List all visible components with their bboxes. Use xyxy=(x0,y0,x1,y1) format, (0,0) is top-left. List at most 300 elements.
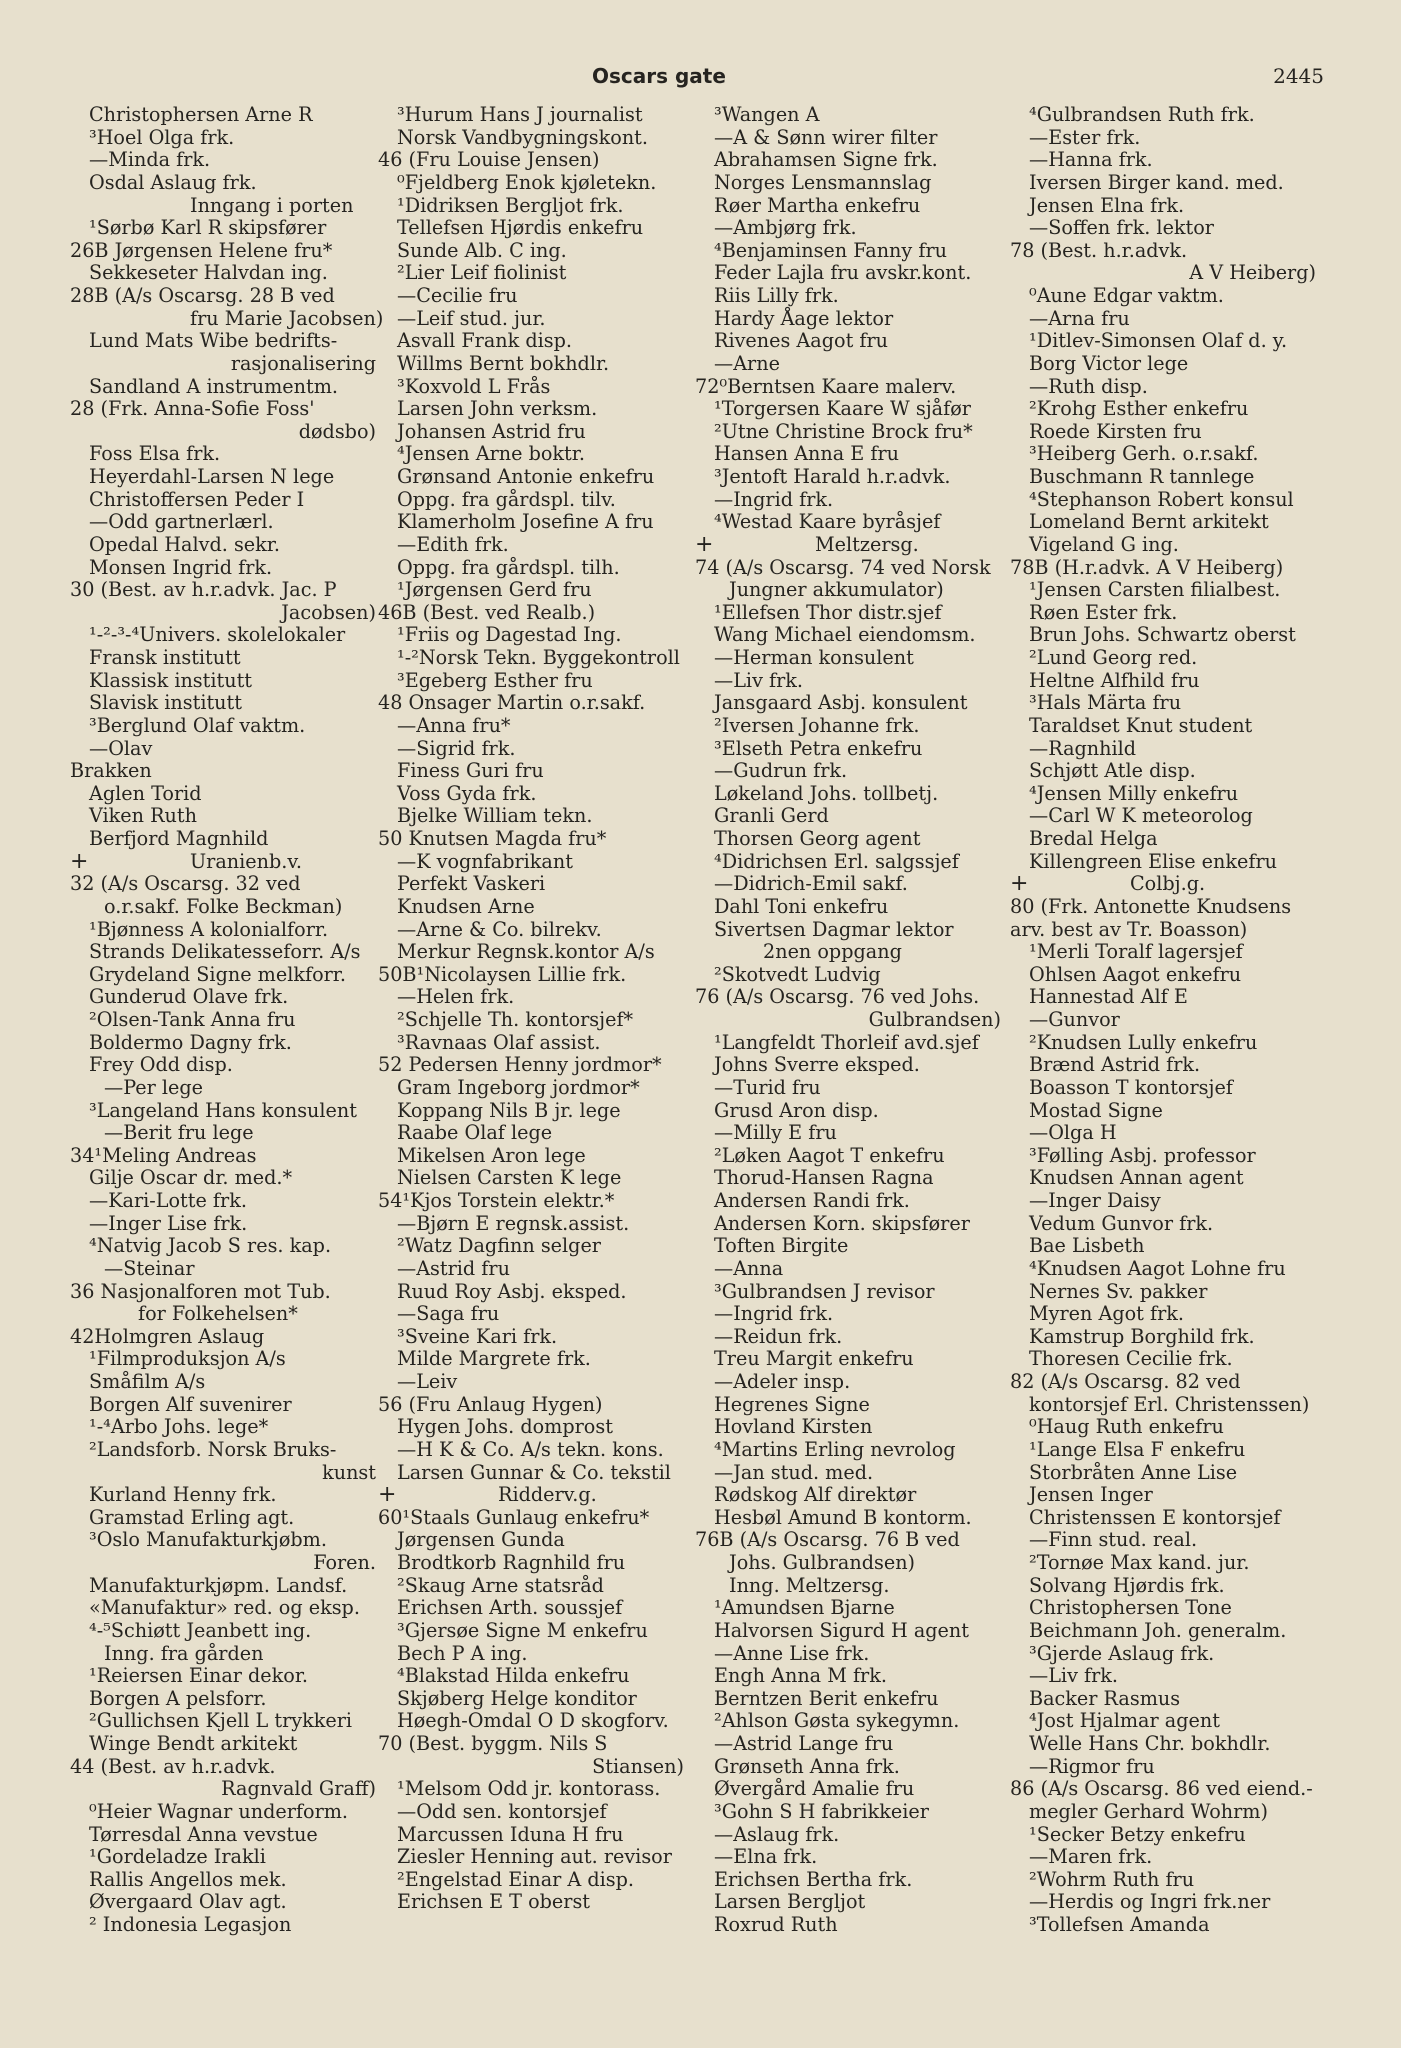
directory-entry xyxy=(695,1914,1005,1937)
entry-text: Bjelke William tekn. xyxy=(397,804,593,828)
entry-text: ¹Ellefsen Thor distr.sjef xyxy=(714,600,942,624)
entry-text: Asvall Frank disp. xyxy=(397,329,573,353)
entry-text: Gramstad Erling agt. xyxy=(89,1505,295,1529)
directory-entry xyxy=(695,1077,1005,1100)
directory-entry xyxy=(378,1416,688,1439)
entry-text: 52 Pedersen Henny jordmor* xyxy=(378,1053,662,1077)
entry-text: —Reidun frk. xyxy=(714,1324,843,1348)
entry-text: Kamstrup Borghild frk. xyxy=(1029,1324,1255,1348)
directory-entry xyxy=(695,1710,1005,1733)
entry-text: Norsk Vandbygningskont. xyxy=(397,125,648,149)
directory-entry xyxy=(378,851,688,874)
entry-text: Christenssen E kontorsjef xyxy=(1029,1505,1281,1529)
directory-entry xyxy=(695,1620,1005,1643)
directory-entry xyxy=(70,104,380,127)
directory-entry xyxy=(70,1597,380,1620)
directory-entry xyxy=(1010,738,1320,761)
entry-text: Larsen Bergljot xyxy=(714,1890,866,1914)
entry-text: ¹-²Norsk Tekn. Byggekontroll xyxy=(397,646,680,669)
entry-text: ⁴Westad Kaare byråsjef xyxy=(714,510,941,534)
entry-text: Fransk institutt xyxy=(89,646,241,669)
entry-text: ¹Ditlev-Simonsen Olaf d. y. xyxy=(1029,329,1288,353)
directory-entry xyxy=(695,172,1005,195)
directory-entry xyxy=(378,873,688,896)
directory-entry xyxy=(70,579,380,602)
entry-text: ⁴Gulbrandsen Ruth frk. xyxy=(1029,103,1255,126)
entry-text: fru Marie Jacobsen) xyxy=(190,306,384,330)
entry-text: Koppang Nils B jr. lege xyxy=(397,1098,621,1122)
entry-text: —Berit fru lege xyxy=(104,1121,254,1145)
directory-entry xyxy=(70,285,380,308)
directory-entry xyxy=(1010,1371,1320,1394)
entry-text: Gram Ingeborg jordmor* xyxy=(397,1075,640,1099)
directory-entry xyxy=(70,1529,380,1552)
directory-entry xyxy=(695,557,1005,580)
directory-entry xyxy=(695,1348,1005,1371)
entry-text: Hegrenes Signe xyxy=(714,1392,870,1416)
directory-entry xyxy=(378,715,688,738)
directory-entry xyxy=(70,1665,380,1688)
directory-entry xyxy=(70,1054,380,1077)
directory-entry xyxy=(1010,443,1320,466)
directory-entry xyxy=(1010,919,1320,942)
entry-text: ²Schjelle Th. kontorsjef* xyxy=(397,1008,634,1031)
directory-entry xyxy=(70,1326,380,1349)
directory-entry xyxy=(70,1077,380,1100)
entry-text: Inng. fra gården xyxy=(104,1641,264,1665)
directory-entry xyxy=(378,760,688,783)
directory-entry xyxy=(1010,1801,1320,1824)
entry-text: —H K & Co. A/s tekn. kons. xyxy=(397,1437,664,1461)
directory-entry xyxy=(70,217,380,240)
entry-text: 86 (A/s Oscarsg. 86 ved eiend.- xyxy=(1010,1777,1313,1801)
directory-entry xyxy=(1010,1484,1320,1507)
entry-text: —Leif stud. jur. xyxy=(397,306,546,330)
directory-entry xyxy=(1010,760,1320,783)
entry-text: ²Iversen Johanne frk. xyxy=(714,713,920,737)
directory-entry xyxy=(378,1529,688,1552)
directory-entry xyxy=(1010,1756,1320,1779)
directory-entry xyxy=(1010,828,1320,851)
entry-text: Mikelsen Aron lege xyxy=(397,1143,586,1167)
entry-text: 28 (Frk. Anna-Sofie Foss' xyxy=(70,397,315,421)
directory-entry xyxy=(70,557,380,580)
directory-entry xyxy=(70,1009,380,1032)
directory-entry xyxy=(695,1439,1005,1462)
entry-text: Ohlsen Aagot enkefru xyxy=(1029,962,1242,986)
directory-entry xyxy=(378,376,688,399)
directory-entry xyxy=(378,624,688,647)
entry-text: Klamerholm Josefine A fru xyxy=(397,510,654,534)
directory-entry xyxy=(1010,557,1320,580)
directory-entry xyxy=(378,1100,688,1123)
entry-text: Voss Gyda frk. xyxy=(397,781,537,805)
directory-entry xyxy=(1010,285,1320,308)
directory-entry xyxy=(695,715,1005,738)
entry-text: 32 (A/s Oscarsg. 32 ved xyxy=(70,872,301,896)
directory-entry xyxy=(70,534,380,557)
directory-entry xyxy=(1010,1258,1320,1281)
entry-text: —Gunvor xyxy=(1029,1008,1120,1031)
entry-text: Hansen Anna E fru xyxy=(714,442,900,466)
directory-entry xyxy=(378,1258,688,1281)
directory-entry xyxy=(378,1597,688,1620)
directory-entry xyxy=(70,1756,380,1779)
cross-marker-icon: + xyxy=(695,531,714,557)
directory-entry xyxy=(695,1054,1005,1077)
entry-text: Ragnvald Graff) xyxy=(221,1777,376,1801)
directory-entry xyxy=(378,1778,688,1801)
directory-entry xyxy=(1010,783,1320,806)
directory-entry xyxy=(378,1710,688,1733)
directory-entry xyxy=(378,1575,688,1598)
entry-text: Klassisk institutt xyxy=(89,668,252,692)
entry-text: Grydeland Signe melkforr. xyxy=(89,962,346,986)
directory-entry xyxy=(378,670,688,693)
entry-text: Meltzersg. xyxy=(815,532,919,556)
entry-text: —Saga fru xyxy=(397,1302,500,1326)
directory-entry xyxy=(695,285,1005,308)
directory-entry xyxy=(378,1891,688,1914)
entry-text: ³Hals Märta fru xyxy=(1029,691,1182,715)
directory-entry xyxy=(1010,1213,1320,1236)
entry-text: —Soffen frk. lektor xyxy=(1029,216,1214,240)
entry-text: ³Oslo Manufakturkjøbm. xyxy=(89,1528,327,1552)
entry-text: Jensen Inger xyxy=(1029,1483,1153,1507)
entry-text: Mostad Signe xyxy=(1029,1098,1163,1122)
directory-entry xyxy=(70,489,380,512)
directory-entry xyxy=(695,1145,1005,1168)
directory-entry xyxy=(695,1462,1005,1485)
entry-text: Ziesler Henning aut. revisor xyxy=(397,1845,672,1869)
directory-entry xyxy=(378,1054,688,1077)
entry-text: Thorud-Hansen Ragna xyxy=(714,1166,934,1190)
directory-entry xyxy=(70,647,380,670)
entry-text: 54¹Kjos Torstein elektr.* xyxy=(378,1189,615,1212)
directory-entry xyxy=(378,986,688,1009)
directory-entry xyxy=(695,1733,1005,1756)
entry-text: —Ambjørg frk. xyxy=(714,216,857,240)
entry-text: Berfjord Magnhild xyxy=(89,827,269,850)
directory-entry xyxy=(378,805,688,828)
directory-entry xyxy=(1010,262,1320,285)
entry-text: —Ingrid frk. xyxy=(714,1302,834,1326)
directory-entry xyxy=(695,1394,1005,1417)
directory-entry xyxy=(70,1100,380,1123)
directory-entry xyxy=(1010,1507,1320,1530)
directory-entry xyxy=(378,285,688,308)
directory-entry xyxy=(695,195,1005,218)
directory-entry xyxy=(70,1801,380,1824)
entry-text: ⁰Aune Edgar vaktm. xyxy=(1029,284,1224,307)
directory-entry xyxy=(70,306,384,331)
entry-text: 36 Nasjonalforen mot Tub. xyxy=(70,1279,331,1303)
entry-text: Andersen Korn. skipsfører xyxy=(714,1211,970,1235)
entry-text: 34¹Meling Andreas xyxy=(70,1143,257,1167)
entry-text: ¹Melsom Odd jr. kontorass. xyxy=(397,1777,661,1801)
directory-entry xyxy=(1010,1326,1320,1349)
directory-entry xyxy=(378,1077,688,1100)
directory-entry xyxy=(1010,489,1320,512)
column-1 xyxy=(70,103,384,1937)
directory-entry xyxy=(1010,896,1320,919)
directory-entry xyxy=(70,964,380,987)
directory-entry xyxy=(1010,1439,1320,1462)
entry-text: 42Holmgren Aslaug xyxy=(70,1324,265,1348)
entry-text: 2nen oppgang xyxy=(763,940,902,964)
directory-entry xyxy=(1010,1914,1320,1937)
cross-marker-icon: + xyxy=(378,1482,397,1508)
entry-text: Beichmann Joh. generalm. xyxy=(1029,1618,1287,1642)
directory-entry xyxy=(695,1235,1005,1258)
entry-text: ³Tollefsen Amanda xyxy=(1029,1913,1210,1936)
directory-entry xyxy=(695,421,1005,444)
entry-text: ³Gjersøe Signe M enkefru xyxy=(397,1618,648,1642)
entry-text: —Edith frk. xyxy=(397,532,509,556)
directory-entry xyxy=(1010,851,1320,874)
entry-text: Hannestad Alf E xyxy=(1029,985,1188,1009)
entry-text: ²Løken Aagot T enkefru xyxy=(714,1143,945,1167)
entry-text: ¹-²-³-⁴Univers. skolelokaler xyxy=(89,623,346,647)
entry-text: Frey Odd disp. xyxy=(89,1053,233,1077)
directory-entry xyxy=(1010,1235,1320,1258)
directory-entry xyxy=(70,848,380,874)
directory-entry xyxy=(378,217,688,240)
directory-entry xyxy=(378,353,688,376)
directory-entry xyxy=(1010,1552,1320,1575)
directory-entry xyxy=(1010,1303,1320,1326)
directory-entry xyxy=(378,104,688,127)
directory-entry xyxy=(70,941,380,964)
entry-text: Tellefsen Hjørdis enkefru xyxy=(397,216,644,240)
directory-entry xyxy=(378,1846,688,1869)
directory-entry xyxy=(70,1778,380,1801)
entry-text: —Milly E fru xyxy=(714,1121,837,1145)
entry-text: Brodtkorb Ragnhild fru xyxy=(397,1551,626,1574)
directory-entry xyxy=(378,149,688,172)
directory-entry xyxy=(70,1733,380,1756)
directory-entry xyxy=(1010,1665,1320,1688)
directory-entry xyxy=(70,376,380,399)
directory-entry xyxy=(378,783,688,806)
directory-entry xyxy=(695,896,1005,919)
directory-entry xyxy=(70,1824,380,1847)
entry-text: Løkeland Johs. tollbetj. xyxy=(714,781,939,805)
directory-entry xyxy=(378,127,688,150)
entry-text: Uranienb.v. xyxy=(190,849,303,873)
directory-entry xyxy=(1010,421,1320,444)
directory-entry xyxy=(695,1281,1005,1304)
entry-text: —Ragnhild xyxy=(1029,736,1137,760)
directory-entry xyxy=(695,1643,1005,1666)
entry-text: Hovland Kirsten xyxy=(714,1415,873,1439)
page-header xyxy=(62,64,1324,104)
directory-entry xyxy=(1010,330,1320,353)
entry-text: —Liv frk. xyxy=(714,668,804,692)
entry-text: Boldermo Dagny frk. xyxy=(89,1030,292,1054)
entry-text: —Arne & Co. bilrekv. xyxy=(397,917,602,941)
directory-entry xyxy=(378,443,688,466)
entry-text: Winge Bendt arkitekt xyxy=(89,1732,298,1755)
entry-text: Gunderud Olave frk. xyxy=(89,985,289,1009)
directory-entry xyxy=(378,1869,688,1892)
entry-text: Knudsen Arne xyxy=(397,894,535,918)
entry-text: Vigeland G ing. xyxy=(1029,532,1179,556)
directory-entry xyxy=(70,240,380,263)
directory-entry xyxy=(378,919,688,942)
entry-text: ⁴Knudsen Aagot Lohne fru xyxy=(1029,1256,1286,1280)
directory-entry xyxy=(70,692,380,715)
entry-text: ³Berglund Olaf vaktm. xyxy=(89,713,306,737)
entry-text: —Maren frk. xyxy=(1029,1845,1153,1869)
directory-entry xyxy=(1010,534,1320,557)
entry-text: Skjøberg Helge konditor xyxy=(397,1686,637,1710)
column-2 xyxy=(378,104,688,1914)
directory-entry xyxy=(378,941,688,964)
entry-text: Lund Mats Wibe bedrifts- xyxy=(89,329,338,353)
directory-entry xyxy=(70,828,380,851)
directory-entry xyxy=(1010,1688,1320,1711)
entry-text: Milde Margrete frk. xyxy=(397,1347,591,1371)
directory-entry xyxy=(378,1824,688,1847)
entry-text: ²Lier Leif fiolinist xyxy=(397,261,567,285)
entry-text: Brun Johs. Schwartz oberst xyxy=(1029,623,1296,647)
entry-text: ²Ahlson Gøsta sykegymn. xyxy=(714,1709,960,1733)
entry-text: Johs. Gulbrandsen) xyxy=(729,1551,916,1574)
entry-text: Storbråten Anne Lise xyxy=(1029,1460,1238,1484)
directory-entry xyxy=(1010,602,1320,625)
directory-entry xyxy=(1010,195,1320,218)
entry-text: Buschmann R tannlege xyxy=(1029,465,1255,488)
directory-entry xyxy=(695,262,1005,285)
entry-text: Johns Sverre eksped. xyxy=(714,1053,920,1077)
directory-entry xyxy=(695,1801,1005,1824)
directory-entry xyxy=(378,511,688,534)
directory-entry xyxy=(70,1507,380,1530)
directory-entry xyxy=(70,466,380,489)
directory-entry xyxy=(70,1258,380,1281)
directory-entry xyxy=(378,1281,688,1304)
entry-text: Røer Martha enkefru xyxy=(714,193,921,217)
entry-text: 56 (Fru Anlaug Hygen) xyxy=(378,1392,603,1416)
entry-text: ¹Gordeladze Irakli xyxy=(89,1845,266,1869)
entry-text: Colbj.g. xyxy=(1130,872,1206,896)
entry-text: Ridderv.g. xyxy=(498,1483,597,1507)
directory-entry xyxy=(70,1439,380,1462)
entry-text: Gulbrandsen) xyxy=(868,1008,1001,1031)
directory-entry xyxy=(695,1778,1005,1801)
directory-entry xyxy=(695,941,1005,964)
entry-text: —Minda frk. xyxy=(89,148,211,172)
entry-text: rasjonalisering xyxy=(230,351,376,375)
directory-entry xyxy=(1010,308,1320,331)
entry-text: ³Hoel Olga frk. xyxy=(89,125,235,149)
directory-entry xyxy=(1010,1054,1320,1077)
directory-entry xyxy=(70,1484,380,1507)
entry-text: —Anna fru* xyxy=(397,713,511,737)
entry-text: ²Landsforb. Norsk Bruks- xyxy=(89,1437,337,1461)
entry-text: 50B¹Nicolaysen Lillie frk. xyxy=(378,962,627,986)
directory-entry xyxy=(695,104,1005,127)
entry-text: Toften Birgite xyxy=(714,1234,849,1258)
entry-text: ²Lund Georg red. xyxy=(1029,646,1198,669)
directory-entry xyxy=(378,1688,688,1711)
entry-text: «Manufaktur» red. og eksp. xyxy=(89,1596,360,1620)
entry-text: Erichsen Bertha frk. xyxy=(714,1867,913,1891)
directory-entry xyxy=(695,602,1005,625)
directory-entry xyxy=(70,1213,380,1236)
directory-entry xyxy=(695,1824,1005,1847)
page-number: 2445 xyxy=(1273,64,1324,88)
directory-entry xyxy=(1010,1824,1320,1847)
entry-text: Treu Margit enkefru xyxy=(714,1347,914,1371)
entry-text: Osdal Aslaug frk. xyxy=(89,170,257,194)
cross-marker-icon: + xyxy=(1010,871,1029,897)
directory-entry xyxy=(378,1756,688,1779)
entry-text: ³Elseth Petra enkefru xyxy=(714,736,923,760)
directory-entry xyxy=(70,1145,380,1168)
entry-text: Hygen Johs. domprost xyxy=(397,1415,613,1439)
entry-text: 28B (A/s Oscarsg. 28 B ved xyxy=(70,284,335,307)
entry-text: 82 (A/s Oscarsg. 82 ved xyxy=(1010,1370,1241,1393)
entry-text: Thorsen Georg agent xyxy=(714,827,921,850)
entry-text: Øvergård Amalie fru xyxy=(714,1777,915,1801)
directory-entry xyxy=(378,964,688,987)
directory-entry xyxy=(695,1484,1005,1507)
entry-text: o.r.sakf. Folke Beckman) xyxy=(104,894,343,918)
entry-text: megler Gerhard Wohrm) xyxy=(1029,1799,1268,1823)
entry-text: Jungner akkumulator) xyxy=(729,578,944,602)
directory-entry xyxy=(1010,466,1320,489)
directory-entry xyxy=(70,1235,380,1258)
entry-text: —Odd sen. kontorsjef xyxy=(397,1799,607,1823)
entry-text: ⁴Benjaminsen Fanny fru xyxy=(714,238,947,262)
entry-text: 74 (A/s Oscarsg. 74 ved Norsk xyxy=(695,555,991,579)
entry-text: ⁰Fjeldberg Enok kjøletekn. xyxy=(397,170,657,194)
entry-text: —A & Sønn wirer filter xyxy=(714,125,938,149)
entry-text: 76 (A/s Oscarsg. 76 ved Johs. xyxy=(695,985,980,1009)
entry-text: Andersen Randi frk. xyxy=(714,1189,910,1212)
entry-text: ¹Langfeldt Thorleif avd.sjef xyxy=(714,1030,979,1054)
entry-text: Backer Rasmus xyxy=(1029,1686,1181,1710)
directory-entry xyxy=(70,1303,380,1326)
directory-entry xyxy=(378,1145,688,1168)
entry-text: ¹Sørbø Karl R skipsfører xyxy=(89,216,327,240)
directory-entry xyxy=(378,466,688,489)
directory-entry xyxy=(70,1462,380,1485)
entry-text: Oppg. fra gårdspl. tilv. xyxy=(397,487,616,511)
directory-entry xyxy=(70,1281,380,1304)
directory-entry xyxy=(1010,217,1320,240)
entry-text: ³Sveine Kari frk. xyxy=(397,1324,558,1348)
entry-text: Merkur Regnsk.kontor A/s xyxy=(397,940,655,964)
entry-text: Brakken xyxy=(70,759,152,783)
entry-text: Marcussen Iduna H fru xyxy=(397,1822,624,1846)
entry-text: Rallis Angellos mek. xyxy=(89,1867,287,1891)
entry-text: Riis Lilly frk. xyxy=(714,284,839,307)
entry-text: —Olav xyxy=(89,736,153,760)
directory-entry xyxy=(378,1507,688,1530)
entry-text: ¹Amundsen Bjarne xyxy=(714,1596,895,1620)
entry-text: Abrahamsen Signe frk. xyxy=(714,148,938,172)
directory-entry xyxy=(378,1665,688,1688)
entry-text: Halvorsen Sigurd H agent xyxy=(714,1618,969,1642)
entry-text: —Arna fru xyxy=(1029,306,1130,330)
directory-entry xyxy=(695,443,1005,466)
entry-text: ²Skaug Arne statsråd xyxy=(397,1573,604,1597)
directory-entry xyxy=(695,511,1005,534)
entry-text: ⁰Haug Ruth enkefru xyxy=(1029,1415,1224,1439)
